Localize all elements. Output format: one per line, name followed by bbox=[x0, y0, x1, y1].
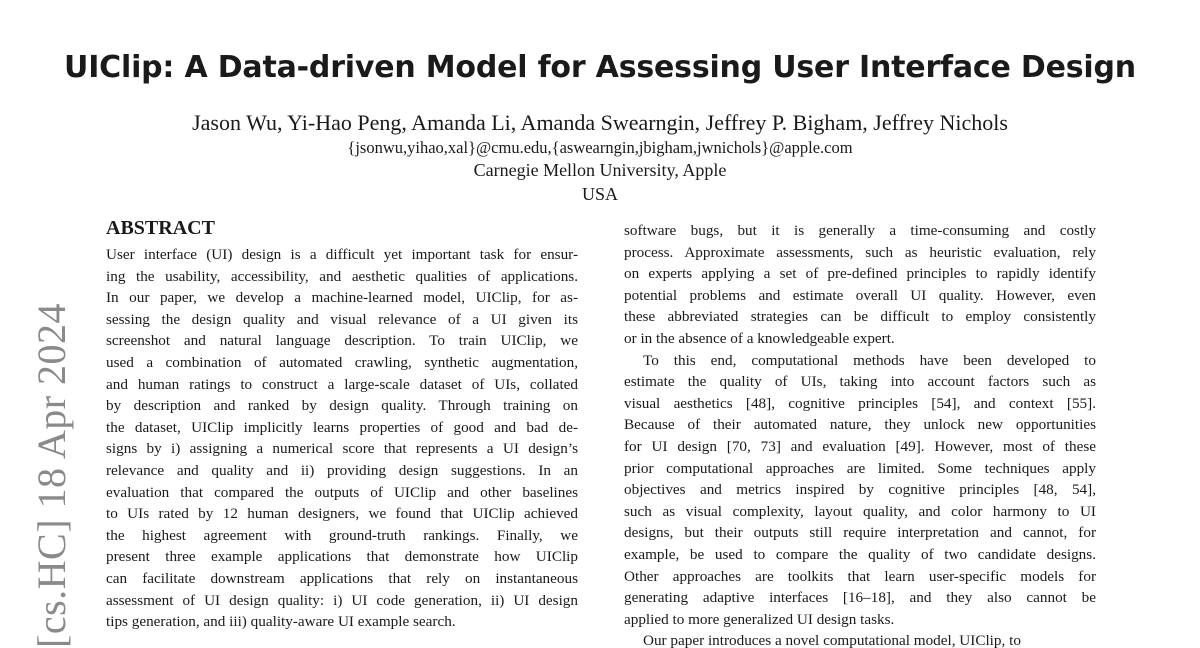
intro-line: estimate the quality of UIs, taking into account factors such as bbox=[624, 373, 1096, 391]
abstract-body bbox=[106, 244, 578, 633]
intro-line: designs, but their outputs still require interpretation and cannot, for bbox=[624, 524, 1096, 542]
intro-line: software bugs, but it is generally a time-consuming and costly bbox=[624, 222, 1096, 239]
abstract-line: can facilitate downstream applications that rely on instantaneous bbox=[106, 569, 578, 587]
abstract-heading: ABSTRACT bbox=[106, 217, 215, 239]
affiliation: Carnegie Mellon University, Apple bbox=[473, 160, 727, 180]
intro-line: To this end, computational methods have been developed to bbox=[643, 351, 1096, 369]
abstract-line: assessment of UI design quality: i) UI code generation, ii) UI design bbox=[106, 591, 578, 609]
abstract-line: In our paper, we develop a machine-learned model, UIClip, for as- bbox=[106, 289, 578, 307]
intro-line: generating adaptive interfaces [16–18], and they also cannot be bbox=[624, 589, 1096, 607]
intro-line: Because of their automated nature, they unlock new opportunities bbox=[624, 416, 1096, 434]
introduction-body bbox=[624, 220, 1096, 648]
author-emails: {jsonwu,yihao,xal}@cmu.edu,{aswearngin,jbigham,jwnichols}@apple.com bbox=[347, 138, 853, 157]
intro-line: process. Approximate assessments, such as heuristic evaluation, rely bbox=[624, 243, 1096, 261]
intro-line: visual aesthetics [48], cognitive principles [54], and context [55]. bbox=[624, 394, 1096, 412]
intro-line: Other approaches are toolkits that learn user-specific models for bbox=[624, 567, 1096, 585]
intro-line: on experts applying a set of pre-defined principles to rapidly identify bbox=[624, 265, 1096, 283]
intro-line: prior computational approaches are limited. Some techniques apply bbox=[624, 459, 1096, 477]
intro-line: Our paper introduces a novel computational model, UIClip, to bbox=[643, 632, 1021, 648]
abstract-line: by description and ranked by design quality. Through training on bbox=[106, 397, 578, 415]
abstract-line: signs by i) assigning a numerical score that represents a UI design’s bbox=[106, 440, 578, 458]
abstract-line: relevance and quality and ii) providing design suggestions. In an bbox=[106, 461, 578, 479]
intro-line: these abbreviated strategies can be difficult to employ consistently bbox=[624, 308, 1096, 326]
abstract-line: the highest agreement with ground-truth rankings. Finally, we bbox=[106, 526, 578, 544]
intro-line: example, be used to compare the quality of two candidate designs. bbox=[624, 545, 1096, 563]
abstract-line: tips generation, and iii) quality-aware UI example search. bbox=[106, 613, 456, 631]
abstract-line: User interface (UI) design is a difficult yet important task for ensur- bbox=[106, 246, 578, 263]
intro-line: potential problems and estimate overall UI quality. However, even bbox=[624, 286, 1096, 304]
paper-title: UIClip: A Data-driven Model for Assessing User Interface Design bbox=[64, 50, 1136, 85]
abstract-line: screenshot and natural language description. To train UIClip, we bbox=[106, 332, 578, 350]
intro-line: objectives and metrics inspired by cognitive principles [48, 54], bbox=[624, 481, 1096, 499]
country: USA bbox=[581, 184, 618, 204]
abstract-line: to UIs rated by 12 human designers, we found that UIClip achieved bbox=[106, 505, 578, 523]
intro-line: for UI design [70, 73] and evaluation [49]. However, most of these bbox=[624, 437, 1096, 455]
arxiv-side-stamp: [cs.HC] 18 Apr 2024 bbox=[29, 302, 74, 648]
abstract-line: used a combination of automated crawling, synthetic augmentation, bbox=[106, 353, 578, 371]
intro-line: applied to more generalized UI design tasks. bbox=[624, 610, 895, 628]
abstract-line: sessing the design quality and visual relevance of a UI given its bbox=[106, 310, 578, 328]
intro-line: such as visual complexity, layout quality, and color harmony to UI bbox=[624, 502, 1096, 520]
abstract-line: the dataset, UIClip implicitly learns properties of good and bad de- bbox=[106, 418, 578, 436]
abstract-line: present three example applications that demonstrate how UIClip bbox=[106, 548, 578, 566]
abstract-line: ing the usability, accessibility, and aesthetic qualities of applications. bbox=[106, 267, 578, 285]
intro-line: or in the absence of a knowledgeable expert. bbox=[624, 329, 895, 347]
author-list: Jason Wu, Yi-Hao Peng, Amanda Li, Amanda Swearngin, Jeffrey P. Bigham, Jeffrey Nichols bbox=[192, 110, 1008, 135]
abstract-line: and human ratings to construct a large-scale dataset of UIs, collated bbox=[106, 375, 578, 393]
abstract-line: evaluation that compared the outputs of UIClip and other baselines bbox=[106, 483, 578, 501]
